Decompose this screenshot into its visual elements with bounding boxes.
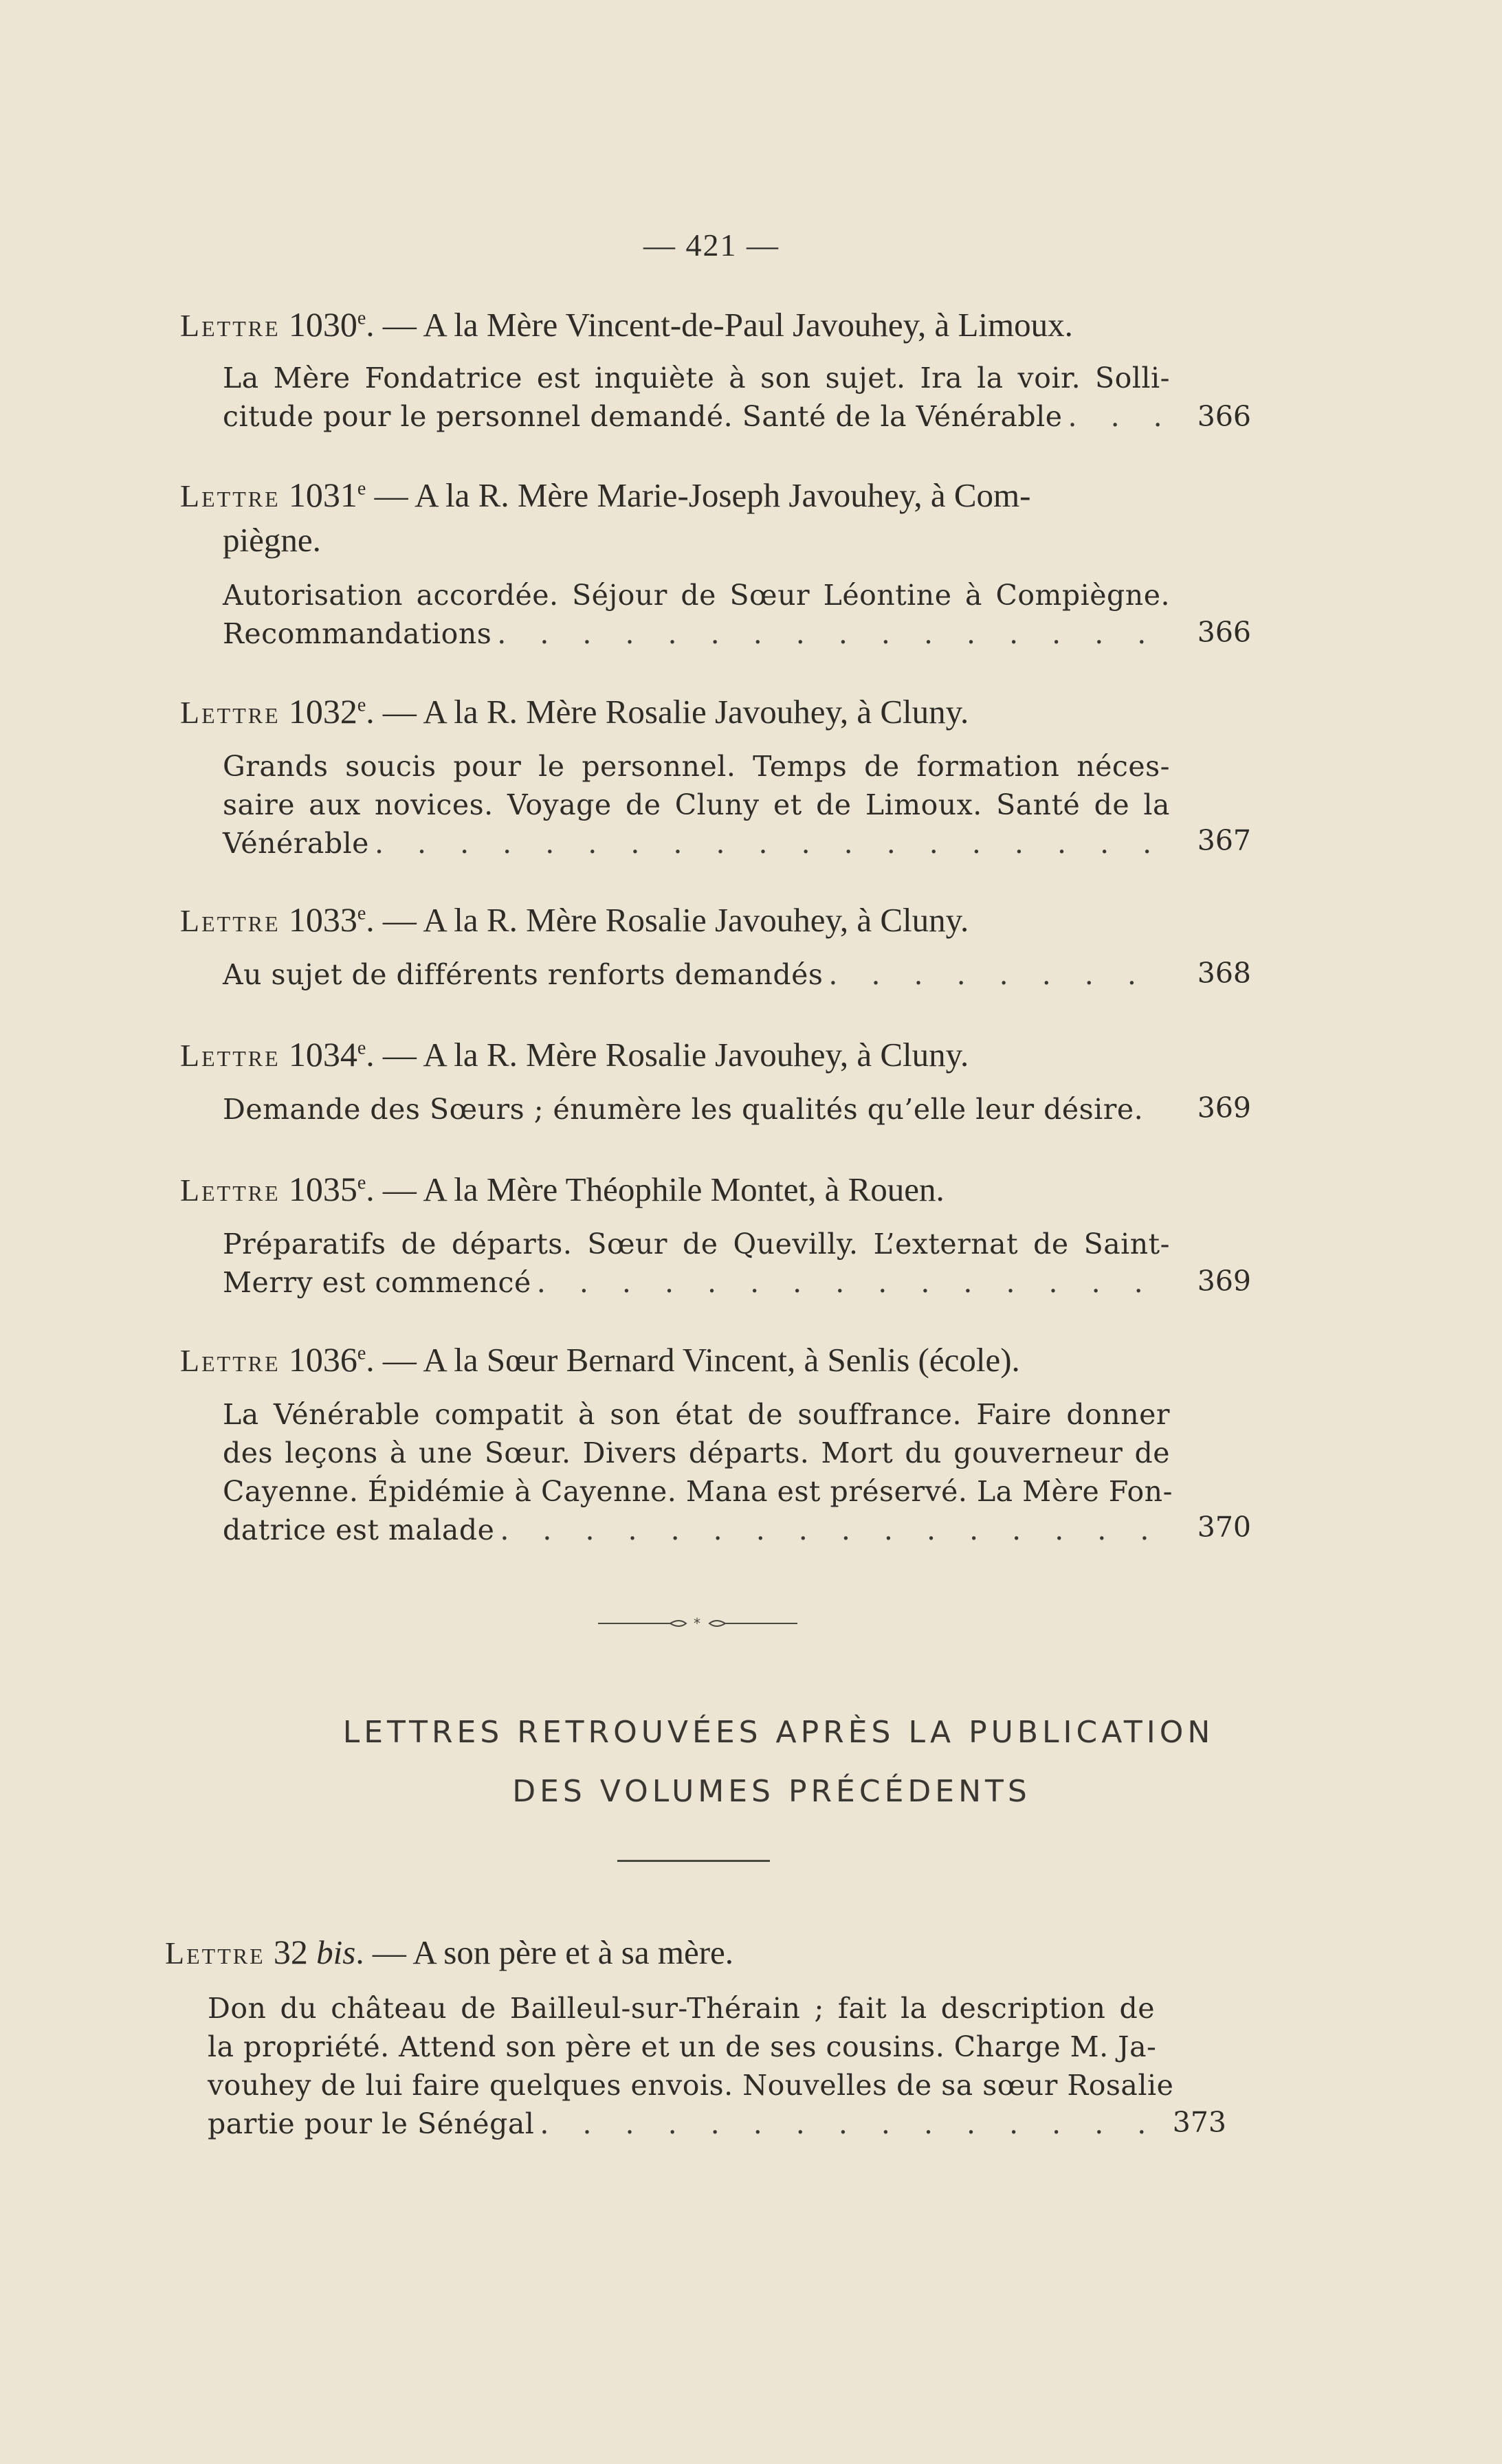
letter-label: Lettre	[180, 1038, 280, 1073]
letter-summary	[223, 955, 1170, 994]
summary-last-text: citude pour le personnel demandé. Santé de la Vénérable	[223, 400, 1063, 433]
summary-line: vouhey de lui faire quelques envois. Nouvelles de sa sœur Rosalie	[208, 2069, 1174, 2102]
letter-number: 1033	[288, 900, 357, 939]
summary-last-line	[223, 1511, 1170, 1549]
letter-suffix: e	[357, 1172, 366, 1194]
letter-recipient: — A la R. Mère Rosalie Javouhey, à Cluny.	[374, 693, 969, 731]
letter-label: Lettre	[165, 1935, 265, 1971]
letter-number: 1032	[288, 692, 357, 731]
section-title	[0, 1703, 1502, 1821]
letter-recipient: — A la R. Mère Rosalie Javouhey, à Cluny.	[374, 901, 969, 939]
letter-number: 1031	[288, 476, 357, 514]
summary-last-line	[223, 397, 1170, 436]
letter-number: 32	[273, 1933, 308, 1971]
letter-recipient: — A la Sœur Bernard Vincent, à Senlis (école).	[374, 1341, 1020, 1379]
letter-summary	[223, 747, 1170, 863]
summary-last-text: Merry est commencé	[223, 1266, 531, 1299]
letter-heading	[180, 1338, 1239, 1383]
letter-number: 1030	[288, 305, 357, 344]
letter-sep: .	[366, 693, 375, 731]
summary-last-text: Au sujet de différents renforts demandés	[223, 958, 824, 991]
letter-summary	[223, 1090, 1170, 1129]
summary-last-line	[223, 1263, 1170, 1302]
letter-recipient-continued: piègne.	[223, 521, 321, 559]
letter-recipient: — A la Mère Théophile Montet, à Rouen.	[374, 1170, 945, 1208]
letter-entry-32-bis	[165, 1930, 1224, 2143]
page-reference: 369	[1197, 1091, 1251, 1124]
summary-line: Grands soucis pour le personnel. Temps de formation néces-	[223, 750, 1170, 783]
letter-summary	[223, 576, 1170, 653]
summary-last-line	[223, 955, 1170, 994]
page-reference: 367	[1197, 824, 1251, 857]
letter-heading	[180, 689, 1239, 735]
section-title-line1: LETTRES RETROUVÉES APRÈS LA PUBLICATION	[342, 1715, 1215, 1750]
letter-heading	[180, 473, 1239, 562]
letter-sep: .	[366, 1036, 375, 1074]
letter-entry-1035	[180, 1167, 1251, 1302]
letter-recipient: — A la Mère Vincent-de-Paul Javouhey, à Limoux.	[374, 306, 1073, 344]
letter-label: Lettre	[180, 695, 280, 730]
letter-suffix: e	[357, 307, 366, 329]
summary-last-line	[223, 824, 1170, 863]
letter-summary	[208, 1989, 1174, 2143]
letter-summary	[223, 359, 1170, 436]
letter-heading	[180, 302, 1239, 348]
page-reference: 366	[1197, 616, 1251, 649]
letter-number-italic: bis	[316, 1933, 356, 1971]
summary-line: Préparatifs de départs. Sœur de Quevilly. L’externat de Saint-	[223, 1228, 1170, 1261]
svg-text:*: *	[694, 1615, 700, 1632]
letter-entry-1033	[180, 898, 1251, 994]
summary-line: des leçons à une Sœur. Divers départs. Mort du gouverneur de	[223, 1436, 1170, 1469]
dot-leader	[828, 955, 1164, 994]
dot-leader	[497, 614, 1164, 653]
page-number: — 421 —	[643, 227, 780, 263]
letter-sep: .	[366, 901, 375, 939]
summary-line: Autorisation accordée. Séjour de Sœur Léontine à Compiègne.	[223, 579, 1170, 612]
letter-label: Lettre	[180, 308, 280, 343]
summary-line: Cayenne. Épidémie à Cayenne. Mana est préservé. La Mère Fon-	[223, 1475, 1173, 1508]
page-reference: 366	[1197, 400, 1251, 433]
section-title-line2: DES VOLUMES PRÉCÉDENTS	[512, 1774, 1031, 1809]
letter-heading	[180, 1167, 1239, 1212]
dot-leader	[375, 824, 1164, 863]
letter-label: Lettre	[180, 903, 280, 938]
letter-suffix: e	[357, 478, 366, 500]
letter-label: Lettre	[180, 1343, 280, 1378]
letter-sep: .	[366, 1170, 375, 1208]
letter-entry-1030	[180, 302, 1251, 436]
dot-leader	[540, 2105, 1149, 2143]
page-reference: 373	[1172, 2106, 1226, 2139]
letter-sep: .	[366, 306, 375, 344]
summary-last-text: partie pour le Sénégal	[208, 2107, 535, 2140]
letter-heading	[180, 1032, 1239, 1078]
letter-summary	[223, 1225, 1170, 1302]
summary-line: la propriété. Attend son père et un de ses cousins. Charge M. Ja-	[208, 2030, 1157, 2063]
letter-label: Lettre	[180, 478, 280, 513]
dot-leader	[1068, 397, 1164, 436]
summary-last-text: datrice est malade	[223, 1513, 495, 1546]
summary-last-text: Vénérable	[223, 827, 369, 860]
letter-suffix: e	[357, 902, 366, 924]
summary-line: La Mère Fondatrice est inquiète à son sujet. Ira la voir. Solli-	[223, 362, 1170, 395]
summary-last-line	[223, 614, 1170, 653]
letter-entry-1036	[180, 1338, 1251, 1549]
dot-leader	[537, 1263, 1164, 1302]
letter-suffix: e	[357, 694, 366, 716]
summary-last-text: Demande des Sœurs ; énumère les qualités qu’elle leur désire.	[223, 1093, 1144, 1126]
page-reference: 369	[1197, 1265, 1251, 1298]
letter-number: 1035	[288, 1170, 357, 1208]
letter-suffix: e	[357, 1037, 366, 1059]
letter-recipient: — A la R. Mère Rosalie Javouhey, à Cluny.	[374, 1036, 969, 1074]
letter-number: 1036	[288, 1340, 357, 1379]
letter-heading	[165, 1930, 1224, 1975]
letter-entry-1031	[180, 473, 1251, 653]
letter-sep: .	[366, 1341, 375, 1379]
letter-suffix: e	[357, 1342, 366, 1364]
summary-last-text: Recommandations	[223, 617, 492, 650]
letter-number: 1034	[288, 1035, 357, 1074]
letter-heading	[180, 898, 1239, 943]
letter-entry-1032	[180, 689, 1251, 863]
letter-label: Lettre	[180, 1173, 280, 1208]
dot-leader	[500, 1511, 1164, 1549]
letter-recipient: — A la R. Mère Marie-Joseph Javouhey, à Com-	[366, 476, 1031, 514]
summary-line: Don du château de Bailleul-sur-Thérain ; fait la description de	[208, 1992, 1155, 2025]
letter-recipient: . — A son père et à sa mère.	[355, 1933, 734, 1971]
ornamental-divider	[598, 1615, 797, 1632]
page-reference: 370	[1197, 1511, 1251, 1544]
summary-last-line	[208, 2105, 1155, 2143]
letter-summary	[223, 1395, 1173, 1549]
summary-line: saire aux novices. Voyage de Cluny et de Limoux. Santé de la	[223, 788, 1170, 821]
section-rule	[617, 1860, 770, 1862]
letter-entry-1034	[180, 1032, 1251, 1129]
page-reference: 368	[1197, 957, 1251, 990]
summary-line: La Vénérable compatit à son état de souffrance. Faire donner	[223, 1398, 1170, 1431]
